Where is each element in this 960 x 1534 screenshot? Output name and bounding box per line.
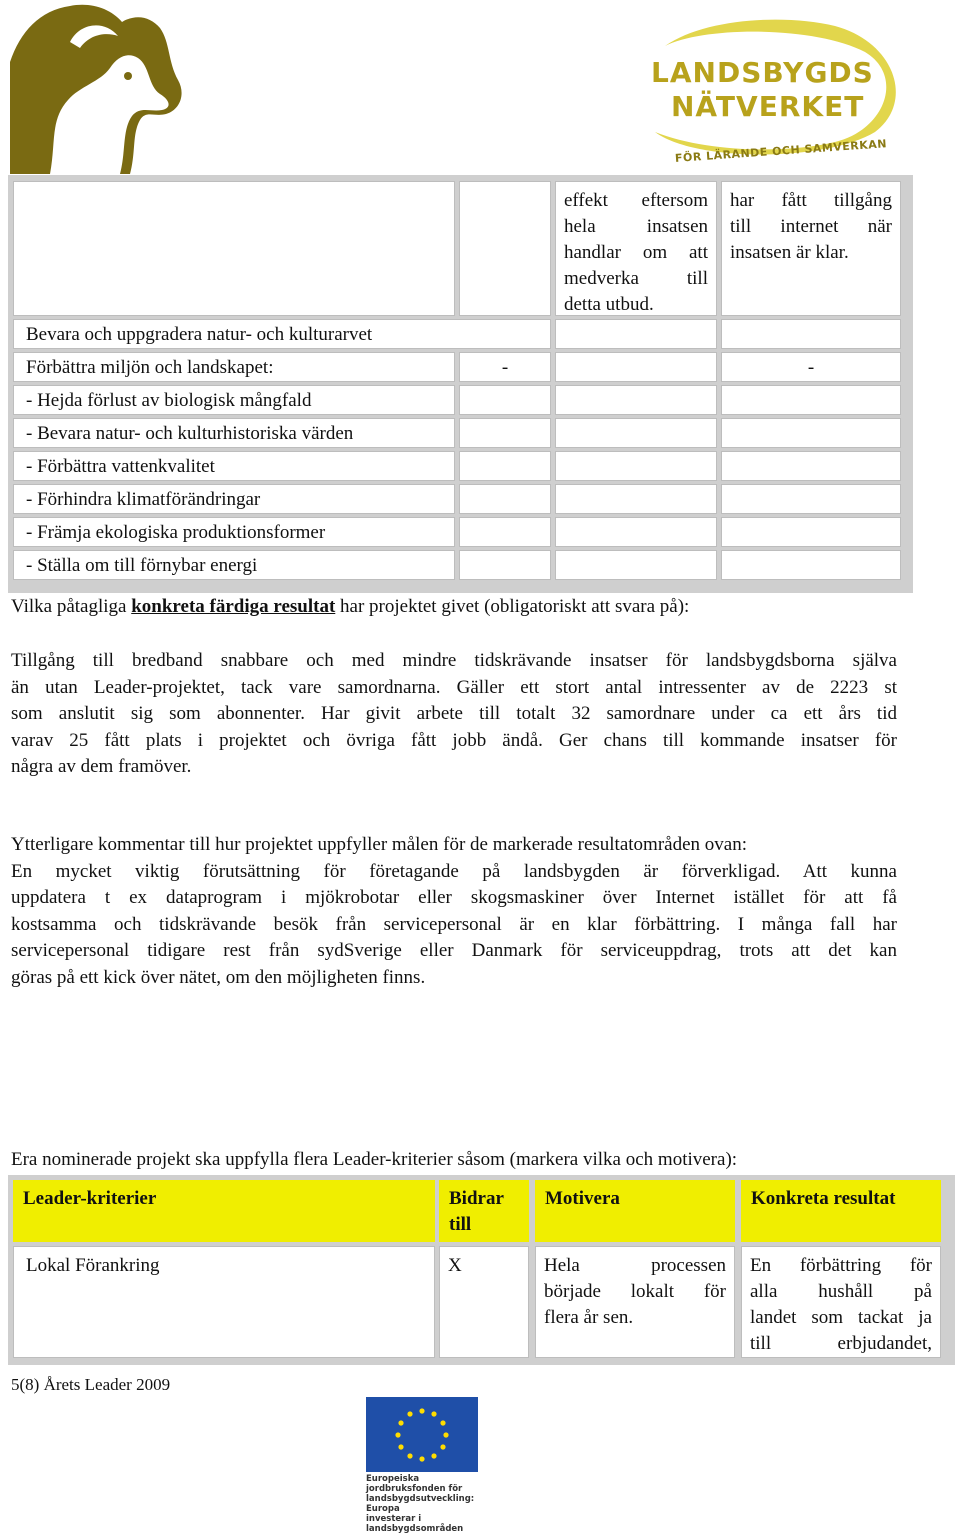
- motivation-cell: [535, 1246, 735, 1358]
- table-cell: [459, 451, 551, 481]
- logo-text-line1: LANDSBYGDS: [651, 56, 874, 89]
- result-cell: [721, 181, 901, 316]
- eu-caption-line: investerar i landsbygdsområden: [366, 1514, 464, 1534]
- table-cell: [555, 418, 717, 448]
- criteria-intro: Era nominerade projekt ska uppfylla flera Leader-kriterier såsom (markera vilka och motivera):: [11, 1149, 738, 1170]
- landsbygdsnatverket-logo: [635, 12, 905, 180]
- paragraph-line: som anslutit sig som abonnenter. Har givit arbete till totalt 32 samordnare under ca ett års tid: [11, 703, 897, 724]
- results-answer: [11, 648, 897, 781]
- contributes-cell: -: [459, 352, 551, 382]
- table-cell: [555, 319, 717, 349]
- table-cell: [555, 352, 717, 382]
- table-cell: [459, 418, 551, 448]
- results-question: [11, 596, 689, 618]
- cell-line: flera år sen.: [544, 1307, 634, 1328]
- question-text: har projektet givet (obligatoriskt att svara på):: [335, 596, 690, 617]
- table-cell: [459, 517, 551, 547]
- paragraph-line: än utan Leader-projektet, tack vare samordnarna. Gäller ett stort antal intressenter av de 2223 st: [11, 676, 897, 698]
- table-cell: [721, 418, 901, 448]
- paragraph-line: En mycket viktig förutsättning för företagande på landsbygden är förverkligad. Att kunna: [11, 860, 897, 882]
- table-cell: [13, 181, 455, 316]
- header-cell-criteria: Leader-kriterier: [13, 1180, 435, 1242]
- logo-text-line2: NÄTVERKET: [671, 90, 865, 123]
- cell-line: handlar om att: [564, 242, 708, 263]
- paragraph-line: uppdatera t ex dataprogram i mjökrobotar eller skogsmaskiner över Internet istället för att få: [11, 887, 897, 908]
- cell-line: effekt eftersom: [564, 190, 708, 211]
- cell-line: hela insatsen: [564, 216, 708, 237]
- table-cell: [459, 550, 551, 580]
- table-cell: [721, 550, 901, 580]
- table-cell: [555, 550, 717, 580]
- cell-line: började lokalt för: [544, 1281, 726, 1302]
- table-row-label: - Främja ekologiska produktionsformer: [13, 517, 455, 547]
- criteria-name-cell: Lokal Förankring: [13, 1246, 435, 1358]
- cell-line: medverka till: [564, 268, 708, 289]
- table-row-label: Bevara och uppgradera natur- och kulturarvet: [13, 319, 551, 349]
- eu-flag-icon: [366, 1397, 478, 1472]
- additional-comment: [11, 832, 897, 991]
- header-line: till: [449, 1214, 472, 1235]
- table-cell: [721, 385, 901, 415]
- table-cell: [555, 484, 717, 514]
- paragraph-line: göras på ett kick över nätet, om den möjligheten finns.: [11, 966, 426, 988]
- table-cell: [555, 385, 717, 415]
- cell-line: till erbjudandet,: [750, 1333, 932, 1354]
- header-cell-results: Konkreta resultat: [741, 1180, 941, 1242]
- eu-caption-line: Europeiska jordbruksfonden för: [366, 1474, 463, 1494]
- table-row-label: - Ställa om till förnybar energi: [13, 550, 455, 580]
- paragraph-line: Tillgång till bredband snabbare och med mindre tidskrävande insatser för landsbygdsborna själva: [11, 650, 897, 671]
- header-cell-contributes: [439, 1180, 529, 1242]
- leader-criteria-table: [8, 1175, 955, 1365]
- table-cell: [721, 484, 901, 514]
- goat-logo: [10, 2, 185, 174]
- page-footer: 5(8) Årets Leader 2009: [11, 1375, 171, 1394]
- table-cell: [459, 484, 551, 514]
- header-line: Bidrar: [449, 1188, 504, 1209]
- table-cell: [721, 517, 901, 547]
- result-cell: [741, 1246, 941, 1358]
- cell-line: landet som tackat ja: [750, 1307, 932, 1328]
- logo-tagline: FÖR LÄRANDE OCH SAMVERKAN: [674, 137, 888, 165]
- result-areas-table: [8, 175, 913, 593]
- table-row-label: - Förbättra vattenkvalitet: [13, 451, 455, 481]
- table-row-label: - Förhindra klimatförändringar: [13, 484, 455, 514]
- cell-line: har fått tillgång: [730, 190, 892, 211]
- eu-caption: [366, 1474, 486, 1534]
- paragraph-line: några av dem framöver.: [11, 756, 192, 777]
- cell-line: En förbättring för: [750, 1255, 932, 1276]
- paragraph-line: Ytterligare kommentar till hur projektet uppfyller målen för de markerade resultatområden ovan:: [11, 834, 747, 855]
- header-cell-motivate: Motivera: [535, 1180, 735, 1242]
- table-row-label: - Hejda förlust av biologisk mångfald: [13, 385, 455, 415]
- question-emphasis: konkreta färdiga resultat: [131, 596, 336, 617]
- table-cell: [555, 517, 717, 547]
- question-text: Vilka påtagliga: [11, 596, 132, 617]
- table-cell: [459, 181, 551, 316]
- table-cell: [721, 451, 901, 481]
- cell-line: detta utbud.: [564, 294, 654, 315]
- paragraph-line: varav 25 fått plats i projektet och övriga fått jobb ändå. Ger chans till kommande insatser för: [11, 729, 897, 751]
- table-cell: [721, 319, 901, 349]
- eu-caption-line: landsbygdsutveckling: Europa: [366, 1494, 475, 1514]
- table-cell: [555, 451, 717, 481]
- motivation-cell: [555, 181, 717, 316]
- cell-line: insatsen är klar.: [730, 242, 849, 263]
- cell-line: Hela processen: [544, 1255, 726, 1276]
- contributes-cell: X: [439, 1246, 529, 1358]
- table-row-label: Förbättra miljön och landskapet:: [13, 352, 455, 382]
- paragraph-line: servicepersonal tidigare rest från sydSverige eller Danmark för serviceuppdrag, trots att det kan: [11, 940, 897, 961]
- table-row-label: - Bevara natur- och kulturhistoriska värden: [13, 418, 455, 448]
- table-cell: [459, 385, 551, 415]
- cell-line: alla hushåll på: [750, 1281, 932, 1302]
- paragraph-line: kostsamma och tidskrävande besök från servicepersonal är en klar förbättring. I många fall har: [11, 913, 897, 935]
- cell-line: till internet när: [730, 216, 892, 237]
- result-cell: -: [721, 352, 901, 382]
